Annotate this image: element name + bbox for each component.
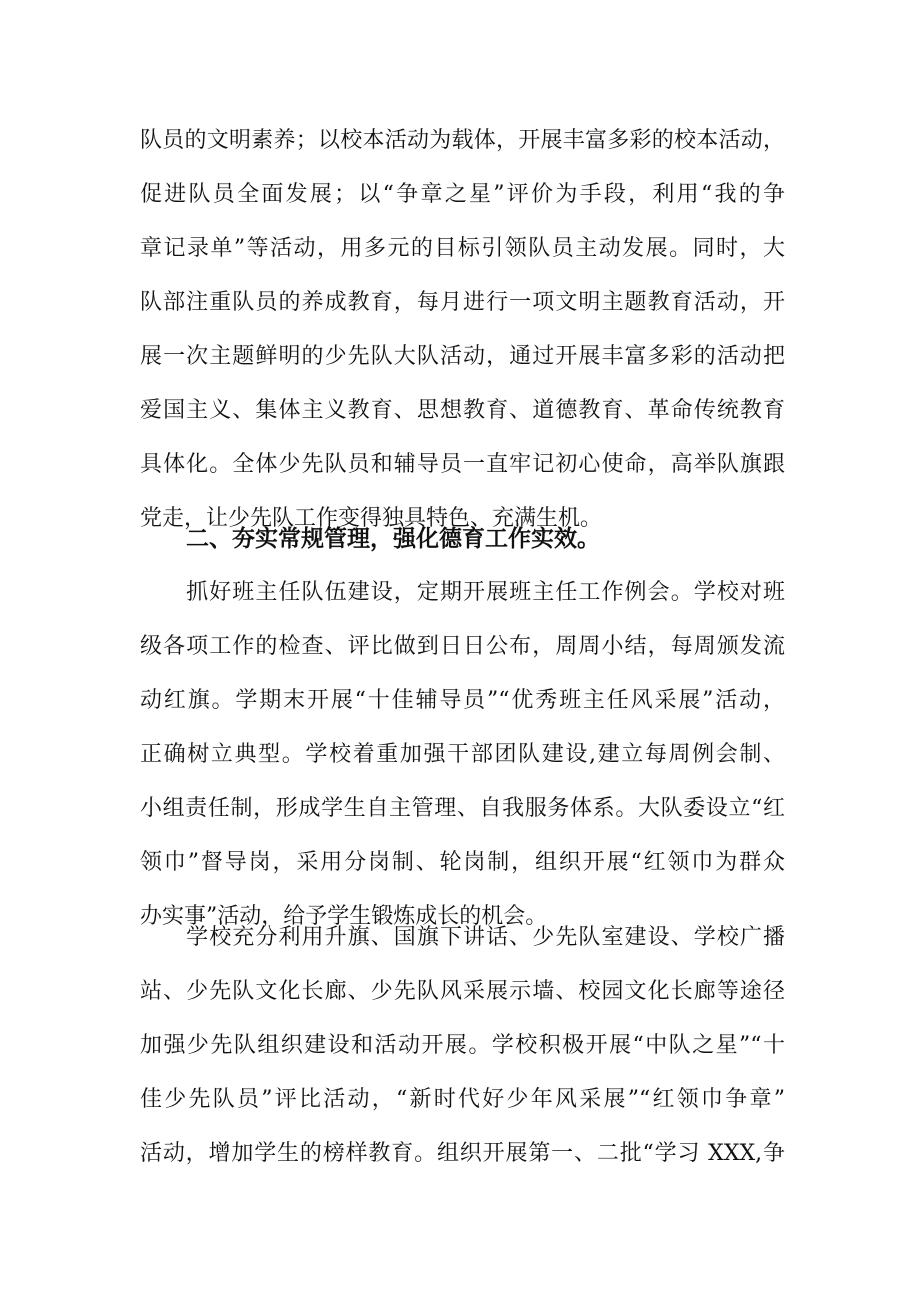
paragraph-line: 爱国主义、集体主义教育、思想教育、道德教育、革命传统教育 bbox=[140, 398, 785, 423]
paragraph-line: 站、少先队文化长廊、少先队风采展示墙、校园文化长廊等途径 bbox=[140, 979, 785, 1004]
paragraph-line: 正确树立典型。学校着重加强干部团队建设,建立每周例会制、 bbox=[140, 742, 785, 767]
paragraph-line: 领巾”督导岗，采用分岗制、轮岗制，组织开展“红领巾为群众 bbox=[140, 850, 785, 875]
paragraph-2 bbox=[140, 566, 785, 944]
paragraph-3 bbox=[140, 911, 785, 1181]
section-heading-text: 二、夯实常规管理，强化德育工作实效。 bbox=[186, 526, 600, 552]
paragraph-line: 展一次主题鲜明的少先队大队活动，通过开展丰富多彩的活动把 bbox=[140, 344, 785, 369]
paragraph-line: 动红旗。学期末开展“十佳辅导员”“优秀班主任风采展”活动， bbox=[140, 688, 785, 713]
paragraph-line: 队员的文明素养；以校本活动为载体，开展丰富多彩的校本活动， bbox=[140, 128, 785, 153]
paragraph-line: 活动，增加学生的榜样教育。组织开展第一、二批“学习 XXX,争 bbox=[140, 1141, 785, 1166]
paragraph-line: 加强少先队组织建设和活动开展。学校积极开展“中队之星”“十 bbox=[140, 1033, 785, 1058]
paragraph-line: 队部注重队员的养成教育，每月进行一项文明主题教育活动，开 bbox=[140, 290, 785, 315]
paragraph-line: 办实事”活动，给予学生锻炼成长的机会。 bbox=[140, 904, 548, 929]
paragraph-line: 小组责任制，形成学生自主管理、自我服务体系。大队委设立“红 bbox=[140, 796, 785, 821]
paragraph-line: 党走，让少先队工作变得独具特色、充满生机。 bbox=[140, 506, 603, 531]
paragraph-line: 促进队员全面发展；以“争章之星”评价为手段，利用“我的争 bbox=[140, 182, 785, 207]
paragraph-line: 学校充分利用升旗、国旗下讲话、少先队室建设、学校广播 bbox=[140, 925, 785, 950]
paragraph-line: 具体化。全体少先队员和辅导员一直牢记初心使命，高举队旗跟 bbox=[140, 452, 785, 477]
paragraph-line: 级各项工作的检查、评比做到日日公布，周周小结，每周颁发流 bbox=[140, 634, 785, 659]
section-heading bbox=[186, 512, 786, 566]
paragraph-line: 章记录单”等活动，用多元的目标引领队员主动发展。同时，大 bbox=[140, 236, 785, 261]
paragraph-1 bbox=[140, 114, 785, 546]
paragraph-line: 抓好班主任队伍建设，定期开展班主任工作例会。学校对班 bbox=[140, 580, 785, 605]
paragraph-line: 佳少先队员”评比活动，“新时代好少年风采展”“红领巾争章” bbox=[140, 1087, 785, 1112]
